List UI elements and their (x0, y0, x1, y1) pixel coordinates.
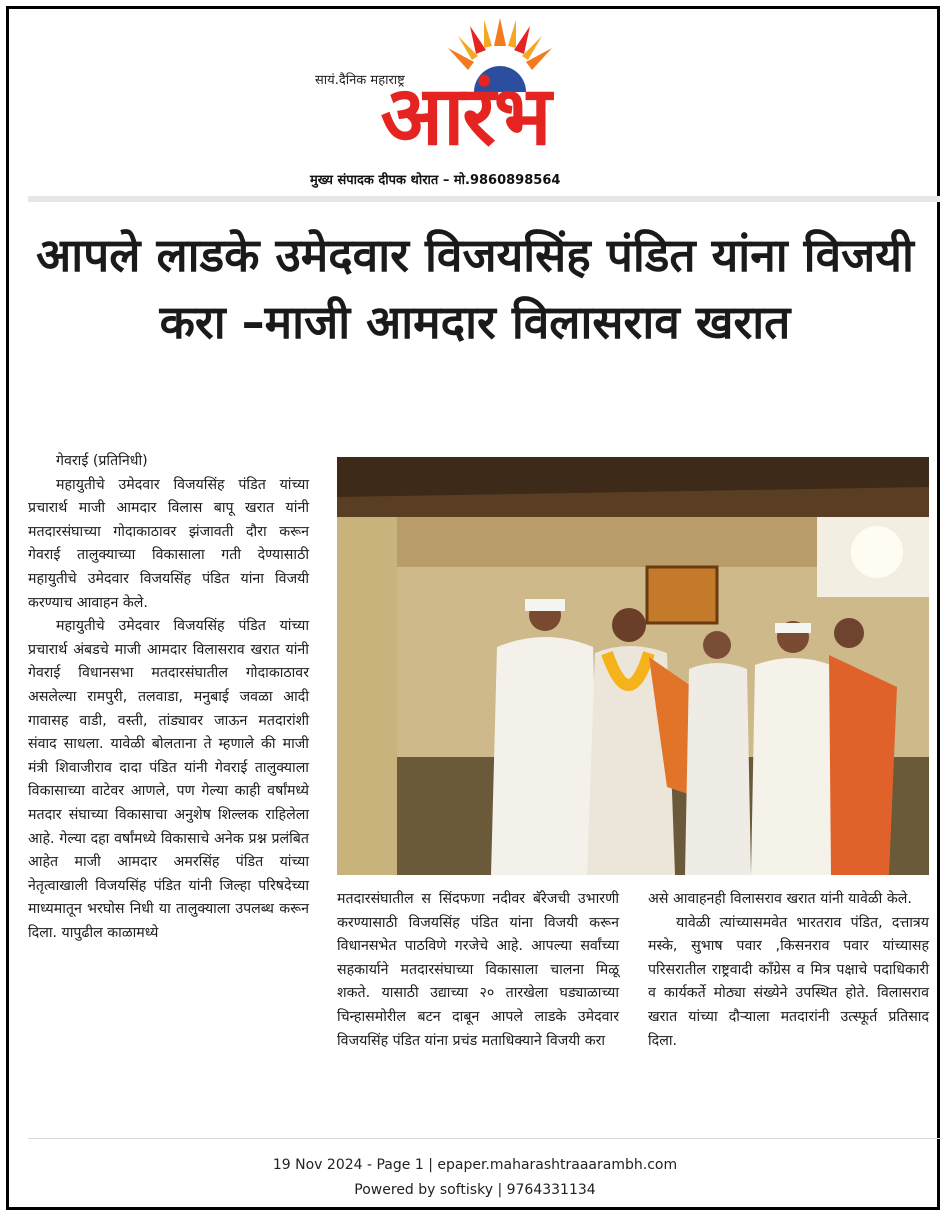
masthead-divider (28, 196, 940, 202)
news-photo (337, 457, 929, 875)
article-paragraph: महायुतीचे उमेदवार विजयसिंह पंडित यांच्या प्रचारार्थ माजी आमदार विलास बापू खरात यांनी मतदारसंघाच्या गोदाकाठावर झंजावती दौरा करून गेवराई तालुक्याच्या विकासाला गती देण्यासाठी महायुतीचे उमेदवार विजयसिंह पंडित यांना विजयी करण्याच आवाहन केले. (28, 476, 309, 611)
article-paragraph: महायुतीचे उमेदवार विजयसिंह पंडित यांच्या प्रचारार्थ अंबडचे माजी आमदार विलासराव खरात यांनी गेवराई विधानसभा मतदारसंघातील गोदाकाठावर असलेल्या रामपुरी, तलवाडा, मनुबाई जवळा आदी गावासह वाडी, वस्ती, तांड्यावर जाऊन मतदारांशी संवाद साधला. यावेळी बोलताना ते म्हणाले की माजी मंत्री शिवाजीराव दादा पंडित यांनी गेवराई तालुक्याला विकासाच्या वाटेवर आणले, पण गेल्या काही वर्षांमध्ये मतदार संघाच्या विकासाचा अनुशेष शिल्लक राहिलेला आहे. गेल्या दहा वर्षांमध्ये विकासाचे अनेक प्रश्न प्रलंबित आहेत माजी आमदार अमरसिंह पंडित यांच्या नेतृत्वाखाली विजयसिंह पंडित यांनी जिल्हा परिषदेच्या माध्यमातून भरघोस निधी या तालुक्याला उपलब्ध करून दिला. यापुढील काळामध्ये (28, 618, 309, 941)
footer-divider (28, 1138, 940, 1139)
masthead (300, 12, 660, 192)
footer-line-1: 19 Nov 2024 - Page 1 | epaper.maharashtraaarambh.com (272, 1157, 678, 1173)
person-figure (685, 631, 751, 875)
masthead-tagline: सायं.दैनिक महाराष्ट्र (315, 73, 405, 88)
article-paragraph: यावेळी त्यांच्यासमवेत भारतराव पंडित, दत्तात्रय मस्के, सुभाष पवार ,किसनराव पवार यांच्यासह परिसरातील राष्ट्रवादी काँग्रेस व मित्र पक्षाचे पदाधिकारी व कार्यकर्ते मोठ्या संख्येने उपस्थित होते. विलासराव खरात यांच्या दौऱ्याला मतदारांनी उत्स्फूर्त प्रतिसाद दिला. (648, 914, 929, 1049)
editor-line: मुख्य संपादक दीपक थोरात – मो.9860898564 (310, 173, 561, 188)
article-paragraph: मतदारसंघातील स सिंदफणा नदीवर बॅरेजची उभारणी करण्यासाठी विजयसिंह पंडित यांना विजयी करून विधानसभेत पाठविणे गरजेचे आहे. आपल्या सर्वांच्या सहकार्याने मतदारसंघाच्या विकासाला चालना मिळू शकते. यासाठी उद्याच्या २० तारखेला घड्याळाच्या चिन्हासमोरील बटन दाबून आपले लाडके उमेदवार विजयसिंह पंडित यांना प्रचंड मताधिक्याने विजयी करा (337, 891, 619, 1049)
article-column-2 (337, 888, 619, 1053)
newspaper-logo: आरंभ (380, 69, 550, 164)
article-column-3 (648, 888, 929, 1053)
headline: आपले लाडके उमेदवार विजयसिंह पंडित यांना विजयी करा –माजी आमदार विलासराव खरात (36, 228, 914, 349)
article-paragraph: असे आवाहनही विलासराव खरात यांनी यावेळी केले. (648, 891, 912, 907)
dateline: गेवराई (प्रतिनिधी) (56, 453, 148, 469)
article-column-1 (28, 450, 309, 945)
footer-line-2: Powered by softisky | 9764331134 (354, 1182, 596, 1198)
